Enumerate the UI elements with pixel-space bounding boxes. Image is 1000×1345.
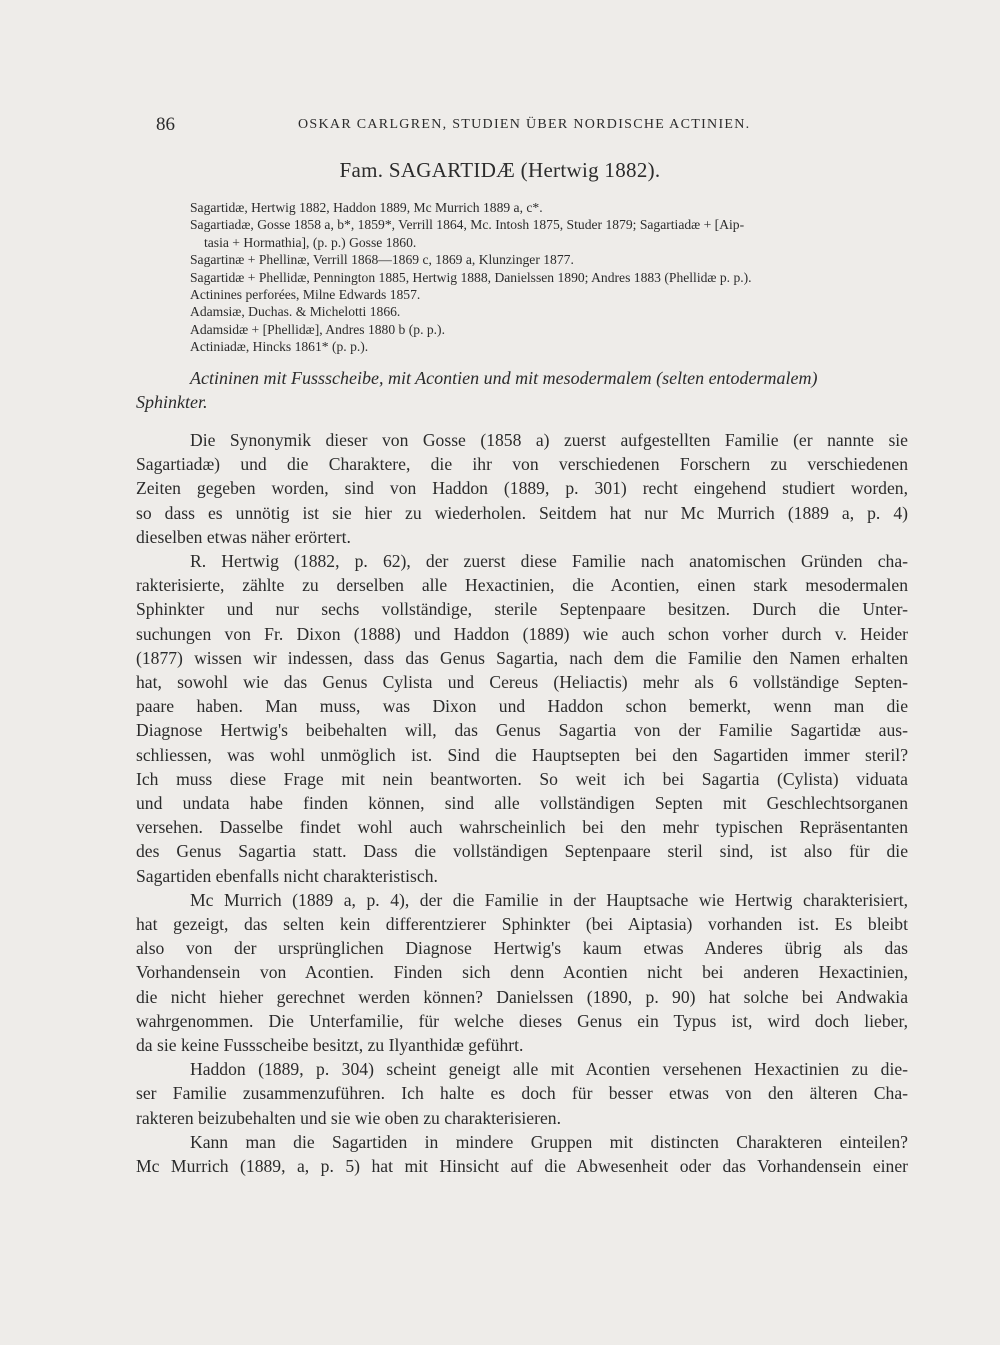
text-line: paare haben. Man muss, was Dixon und Haddon schon bemerkt, wenn man die	[136, 696, 908, 717]
page-header	[156, 114, 896, 138]
diagnosis	[136, 366, 908, 414]
text-line: Mc Murrich (1889, a, p. 5) hat mit Hinsicht auf die Abwesenheit oder das Vorhandensein einer	[136, 1156, 908, 1177]
text-line: Mc Murrich (1889 a, p. 4), der die Familie in der Hauptsache wie Hertwig charakterisiert,	[190, 889, 908, 910]
text-line: R. Hertwig (1882, p. 62), der zuerst diese Familie nach anatomischen Gründen cha-	[190, 551, 908, 572]
text-line: hat, sowohl wie das Genus Cylista und Cereus (Heliactis) mehr als 6 vollständige Septen-	[136, 672, 908, 693]
text-line: da sie keine Fussscheibe besitzt, zu Ilyanthidæ geführt.	[136, 1035, 524, 1056]
synonymy-entry: Adamsidæ + [Phellidæ], Andres 1880 b (p. p.).	[190, 321, 445, 337]
text-line: wahrgenommen. Die Unterfamilie, für welche dieses Genus ein Typus ist, wird doch lieber,	[136, 1010, 908, 1031]
text-line: dieselben etwas näher erörtert.	[136, 526, 351, 547]
text-line: des Genus Sagartia statt. Dass die vollständigen Septenpaare steril sind, ist also für die	[136, 841, 908, 862]
text-line: die nicht hieher gerechnet werden können? Danielssen (1890, p. 90) hat solche bei Andwakia	[136, 986, 908, 1007]
text-line: ser Familie zusammenzuführen. Ich halte es doch für besser etwas von den älteren Cha-	[136, 1083, 908, 1104]
running-head: OSKAR CARLGREN, STUDIEN ÜBER NORDISCHE ACTINIEN.	[298, 117, 751, 132]
synonymy-entry: Sagartidæ, Hertwig 1882, Haddon 1889, Mc Murrich 1889 a, c*.	[190, 200, 543, 215]
body-text	[136, 428, 908, 1178]
text-line: (1877) wissen wir indessen, dass das Genus Sagartia, nach dem die Familie den Namen erhalten	[136, 647, 908, 668]
text-line: rakterisierte, zählte zu derselben alle Hexactinien, die Acontien, einen stark mesodermalen	[136, 575, 908, 596]
text-line: Vorhandensein von Acontien. Finden sich denn Acontien nicht bei anderen Hexactinien,	[136, 962, 908, 983]
text-line: Sagartiden ebenfalls nicht charakteristisch.	[136, 865, 438, 886]
text-line: suchungen von Fr. Dixon (1888) und Haddon (1889) wie auch schon vorher durch v. Heider	[136, 623, 908, 644]
family-title: Fam. SAGARTIDÆ (Hertwig 1882).	[339, 158, 661, 182]
diagnosis-line: Actininen mit Fussscheibe, mit Acontien und mit mesodermalem (selten entodermalem)	[190, 368, 818, 388]
text-line: also von der ursprünglichen Diagnose Hertwig's kaum etwas Anderes übrig als das	[136, 938, 908, 959]
synonymy-entry: Sagartinæ + Phellinæ, Verrill 1868—1869 c, 1869 a, Klunzinger 1877.	[190, 252, 574, 268]
synonymy-entry: Actinines perforées, Milne Edwards 1857.	[190, 287, 421, 303]
text-line: Die Synonymik dieser von Gosse (1858 a) zuerst aufgestellten Familie (er nannte sie	[190, 430, 908, 450]
text-line: Diagnose Hertwig's beibehalten will, das Genus Sagartia von der Familie Sagartidæ aus-	[136, 720, 908, 741]
synonymy-list	[190, 199, 910, 356]
synonymy-entry: Sagartidæ + Phellidæ, Pennington 1885, Hertwig 1888, Danielssen 1890; Andres 1883 (Phellidæ p. p.).	[190, 269, 752, 285]
text-line: Kann man die Sagartiden in mindere Gruppen mit distincten Charakteren einteilen?	[190, 1131, 908, 1152]
synonymy-entry: tasia + Hormathia], (p. p.) Gosse 1860.	[204, 234, 417, 250]
text-line: und undata habe finden können, sind alle vollständigen Septen mit Geschlechtsorganen	[136, 793, 908, 814]
text-line: schliessen, was wohl unmöglich ist. Sind die Hauptsepten bei den Sagartiden immer steril?	[136, 744, 908, 765]
synonymy-entry: Sagartiadæ, Gosse 1858 a, b*, 1859*, Verrill 1864, Mc. Intosh 1875, Studer 1879; Sagartiadæ + [Aip-	[190, 217, 745, 233]
text-line: Sagartiadæ) und die Charaktere, die ihr von verschiedenen Forschern zu verschiedenen	[136, 454, 908, 475]
text-line: Sphinkter und nur sechs vollständige, sterile Septenpaare besitzen. Durch die Unter-	[136, 599, 908, 620]
text-line: versehen. Dasselbe findet wohl auch wahrscheinlich bei den mehr typischen Repräsentanten	[136, 817, 908, 838]
text-line: so dass es unnötig ist sie hier zu wiederholen. Seitdem hat nur Mc Murrich (1889 a, p. 4)	[136, 502, 908, 523]
page-number: 86	[156, 114, 175, 135]
text-line: hat gezeigt, das selten kein differentzierer Sphinkter (bei Aiptasia) vorhanden ist. Es bleibt	[136, 914, 908, 935]
text-line: rakteren beizubehalten und sie wie oben zu charakterisieren.	[136, 1107, 561, 1128]
text-line: Ich muss diese Frage mit nein beantworten. So weit ich bei Sagartia (Cylista) viduata	[136, 768, 908, 789]
synonymy-entry: Actiniadæ, Hincks 1861* (p. p.).	[190, 339, 369, 355]
diagnosis-line: Sphinkter.	[136, 392, 208, 412]
text-line: Haddon (1889, p. 304) scheint geneigt alle mit Acontien versehenen Hexactinien zu die-	[190, 1059, 908, 1080]
text-line: Zeiten gegeben worden, sind von Haddon (1889, p. 301) recht eingehend studiert worden,	[136, 478, 908, 499]
synonymy-entry: Adamsiæ, Duchas. & Michelotti 1866.	[190, 304, 401, 320]
